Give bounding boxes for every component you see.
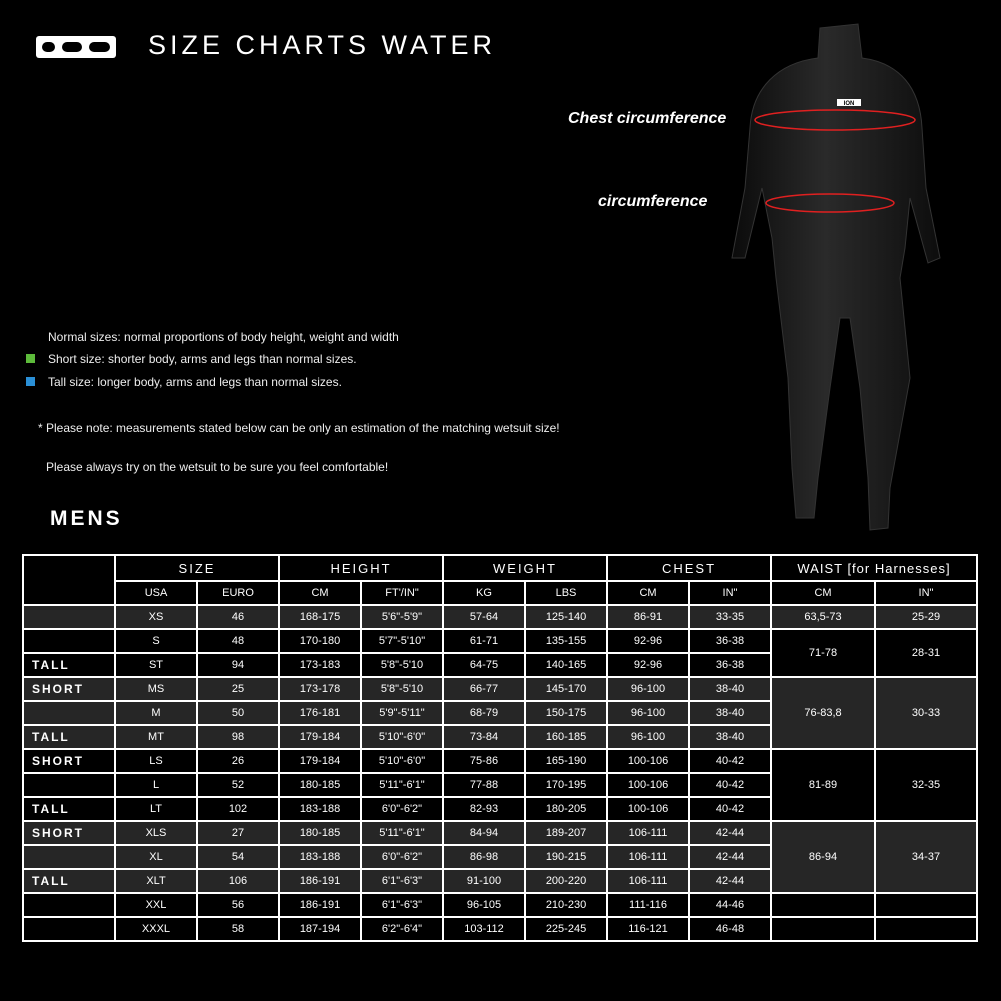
cell-chest-in: 42-44 bbox=[689, 845, 771, 869]
cell-lbs: 150-175 bbox=[525, 701, 607, 725]
cell-usa: LS bbox=[115, 749, 197, 773]
cell-kg: 82-93 bbox=[443, 797, 525, 821]
cell-lbs: 225-245 bbox=[525, 917, 607, 941]
cell-usa: ST bbox=[115, 653, 197, 677]
cell-kg: 96-105 bbox=[443, 893, 525, 917]
mens-size-table bbox=[22, 554, 978, 942]
cell-usa: L bbox=[115, 773, 197, 797]
cell-chest-in: 36-38 bbox=[689, 629, 771, 653]
tall-color-square bbox=[26, 377, 35, 386]
cell-lbs: 170-195 bbox=[525, 773, 607, 797]
cell-waist-empty bbox=[875, 893, 977, 917]
cell-kg: 86-98 bbox=[443, 845, 525, 869]
row-label bbox=[23, 605, 115, 629]
col-euro: EURO bbox=[197, 581, 279, 605]
group-size: SIZE bbox=[115, 555, 279, 581]
cell-cm: 186-191 bbox=[279, 869, 361, 893]
cell-ft: 6'1"-6'3" bbox=[361, 869, 443, 893]
cell-cm: 187-194 bbox=[279, 917, 361, 941]
cell-euro: 54 bbox=[197, 845, 279, 869]
cell-cm: 186-191 bbox=[279, 893, 361, 917]
cell-usa: S bbox=[115, 629, 197, 653]
cell-waist-cm: 81-89 bbox=[771, 749, 875, 821]
cell-waist-cm: 76-83,8 bbox=[771, 677, 875, 749]
cell-chest-cm: 96-100 bbox=[607, 725, 689, 749]
cell-ft: 6'0"-6'2" bbox=[361, 845, 443, 869]
cell-chest-in: 38-40 bbox=[689, 701, 771, 725]
group-chest: CHEST bbox=[607, 555, 771, 581]
cell-lbs: 189-207 bbox=[525, 821, 607, 845]
legend-normal: Normal sizes: normal proportions of body height, weight and width bbox=[48, 330, 399, 344]
cell-chest-in: 40-42 bbox=[689, 773, 771, 797]
cell-usa: MT bbox=[115, 725, 197, 749]
cell-cm: 173-178 bbox=[279, 677, 361, 701]
cell-chest-in: 36-38 bbox=[689, 653, 771, 677]
group-weight: WEIGHT bbox=[443, 555, 607, 581]
row-label: TALL bbox=[23, 725, 115, 749]
table-row bbox=[23, 605, 977, 629]
row-label: TALL bbox=[23, 797, 115, 821]
cell-kg: 73-84 bbox=[443, 725, 525, 749]
table-row bbox=[23, 677, 977, 701]
cell-euro: 106 bbox=[197, 869, 279, 893]
cell-euro: 48 bbox=[197, 629, 279, 653]
cell-chest-in: 33-35 bbox=[689, 605, 771, 629]
cell-lbs: 210-230 bbox=[525, 893, 607, 917]
cell-euro: 50 bbox=[197, 701, 279, 725]
cell-waist-in: 34-37 bbox=[875, 821, 977, 893]
cell-kg: 68-79 bbox=[443, 701, 525, 725]
cell-euro: 98 bbox=[197, 725, 279, 749]
group-waist: WAIST [for Harnesses] bbox=[771, 555, 977, 581]
col-waist-in: IN" bbox=[875, 581, 977, 605]
cell-lbs: 145-170 bbox=[525, 677, 607, 701]
table-row bbox=[23, 629, 977, 653]
cell-ft: 5'8"-5'10 bbox=[361, 677, 443, 701]
chest-callout: Chest circumference bbox=[568, 110, 727, 127]
cell-cm: 173-183 bbox=[279, 653, 361, 677]
ion-logo bbox=[36, 36, 116, 58]
cell-ft: 5'11"-6'1" bbox=[361, 773, 443, 797]
table-row bbox=[23, 749, 977, 773]
col-usa: USA bbox=[115, 581, 197, 605]
cell-chest-cm: 106-111 bbox=[607, 869, 689, 893]
section-title: MENS bbox=[50, 507, 123, 530]
cell-waist-cm: 71-78 bbox=[771, 629, 875, 677]
cell-cm: 180-185 bbox=[279, 821, 361, 845]
svg-text:ION: ION bbox=[843, 101, 855, 107]
cell-usa: XXXL bbox=[115, 917, 197, 941]
cell-euro: 25 bbox=[197, 677, 279, 701]
cell-ft: 5'10"-6'0" bbox=[361, 725, 443, 749]
cell-waist-in: 25-29 bbox=[875, 605, 977, 629]
cell-ft: 5'6"-5'9" bbox=[361, 605, 443, 629]
row-label bbox=[23, 629, 115, 653]
cell-ft: 5'10"-6'0" bbox=[361, 749, 443, 773]
cell-chest-in: 38-40 bbox=[689, 725, 771, 749]
cell-chest-in: 46-48 bbox=[689, 917, 771, 941]
cell-chest-in: 40-42 bbox=[689, 797, 771, 821]
legend-short: Short size: shorter body, arms and legs than normal sizes. bbox=[48, 352, 357, 366]
cell-usa: XLT bbox=[115, 869, 197, 893]
col-chest-cm: CM bbox=[607, 581, 689, 605]
cell-kg: 66-77 bbox=[443, 677, 525, 701]
cell-euro: 58 bbox=[197, 917, 279, 941]
cell-cm: 176-181 bbox=[279, 701, 361, 725]
group-height: HEIGHT bbox=[279, 555, 443, 581]
cell-chest-in: 40-42 bbox=[689, 749, 771, 773]
waist-callout: circumference bbox=[598, 193, 708, 210]
cell-lbs: 140-165 bbox=[525, 653, 607, 677]
cell-waist-cm: 86-94 bbox=[771, 821, 875, 893]
cell-kg: 57-64 bbox=[443, 605, 525, 629]
cell-cm: 179-184 bbox=[279, 749, 361, 773]
row-label bbox=[23, 917, 115, 941]
cell-kg: 61-71 bbox=[443, 629, 525, 653]
cell-kg: 77-88 bbox=[443, 773, 525, 797]
cell-chest-cm: 96-100 bbox=[607, 677, 689, 701]
row-label bbox=[23, 773, 115, 797]
col-height-cm: CM bbox=[279, 581, 361, 605]
cell-lbs: 135-155 bbox=[525, 629, 607, 653]
col-height-ft: FT'/IN" bbox=[361, 581, 443, 605]
cell-usa: M bbox=[115, 701, 197, 725]
cell-kg: 64-75 bbox=[443, 653, 525, 677]
row-label bbox=[23, 893, 115, 917]
cell-chest-cm: 92-96 bbox=[607, 653, 689, 677]
cell-ft: 5'11"-6'1" bbox=[361, 821, 443, 845]
cell-chest-in: 42-44 bbox=[689, 869, 771, 893]
row-label: TALL bbox=[23, 869, 115, 893]
cell-usa: MS bbox=[115, 677, 197, 701]
short-color-square bbox=[26, 354, 35, 363]
cell-waist-empty bbox=[875, 917, 977, 941]
cell-waist-cm: 63,5-73 bbox=[771, 605, 875, 629]
row-label bbox=[23, 701, 115, 725]
cell-waist-empty bbox=[771, 893, 875, 917]
cell-usa: LT bbox=[115, 797, 197, 821]
page-title: SIZE CHARTS WATER bbox=[148, 30, 497, 60]
col-chest-in: IN" bbox=[689, 581, 771, 605]
cell-waist-empty bbox=[771, 917, 875, 941]
cell-cm: 183-188 bbox=[279, 845, 361, 869]
cell-chest-cm: 100-106 bbox=[607, 749, 689, 773]
cell-chest-in: 38-40 bbox=[689, 677, 771, 701]
cell-usa: XS bbox=[115, 605, 197, 629]
table-row bbox=[23, 821, 977, 845]
legend-tall: Tall size: longer body, arms and legs than normal sizes. bbox=[48, 375, 342, 389]
cell-waist-in: 30-33 bbox=[875, 677, 977, 749]
comfort-note: Please always try on the wetsuit to be sure you feel comfortable! bbox=[46, 460, 389, 474]
cell-kg: 103-112 bbox=[443, 917, 525, 941]
cell-lbs: 180-205 bbox=[525, 797, 607, 821]
cell-euro: 26 bbox=[197, 749, 279, 773]
cell-euro: 46 bbox=[197, 605, 279, 629]
cell-cm: 170-180 bbox=[279, 629, 361, 653]
cell-chest-cm: 106-111 bbox=[607, 845, 689, 869]
cell-ft: 5'9"-5'11" bbox=[361, 701, 443, 725]
col-waist-cm: CM bbox=[771, 581, 875, 605]
cell-chest-cm: 100-106 bbox=[607, 773, 689, 797]
cell-cm: 180-185 bbox=[279, 773, 361, 797]
cell-lbs: 200-220 bbox=[525, 869, 607, 893]
cell-lbs: 165-190 bbox=[525, 749, 607, 773]
cell-ft: 5'7"-5'10" bbox=[361, 629, 443, 653]
cell-kg: 84-94 bbox=[443, 821, 525, 845]
cell-lbs: 160-185 bbox=[525, 725, 607, 749]
table-row bbox=[23, 893, 977, 917]
row-label: SHORT bbox=[23, 749, 115, 773]
cell-cm: 183-188 bbox=[279, 797, 361, 821]
cell-lbs: 190-215 bbox=[525, 845, 607, 869]
cell-lbs: 125-140 bbox=[525, 605, 607, 629]
row-label: TALL bbox=[23, 653, 115, 677]
row-label: SHORT bbox=[23, 677, 115, 701]
cell-waist-in: 28-31 bbox=[875, 629, 977, 677]
cell-euro: 56 bbox=[197, 893, 279, 917]
cell-kg: 75-86 bbox=[443, 749, 525, 773]
cell-euro: 52 bbox=[197, 773, 279, 797]
cell-waist-in: 32-35 bbox=[875, 749, 977, 821]
wetsuit-figure bbox=[700, 18, 980, 548]
cell-cm: 179-184 bbox=[279, 725, 361, 749]
cell-usa: XL bbox=[115, 845, 197, 869]
row-label bbox=[23, 845, 115, 869]
table-row bbox=[23, 917, 977, 941]
cell-chest-in: 44-46 bbox=[689, 893, 771, 917]
cell-chest-cm: 96-100 bbox=[607, 701, 689, 725]
cell-chest-cm: 116-121 bbox=[607, 917, 689, 941]
cell-euro: 102 bbox=[197, 797, 279, 821]
cell-ft: 5'8"-5'10 bbox=[361, 653, 443, 677]
cell-chest-cm: 111-116 bbox=[607, 893, 689, 917]
cell-usa: XXL bbox=[115, 893, 197, 917]
cell-kg: 91-100 bbox=[443, 869, 525, 893]
cell-chest-cm: 100-106 bbox=[607, 797, 689, 821]
cell-ft: 6'0"-6'2" bbox=[361, 797, 443, 821]
row-label: SHORT bbox=[23, 821, 115, 845]
cell-euro: 27 bbox=[197, 821, 279, 845]
col-kg: KG bbox=[443, 581, 525, 605]
cell-usa: XLS bbox=[115, 821, 197, 845]
cell-chest-cm: 86-91 bbox=[607, 605, 689, 629]
cell-cm: 168-175 bbox=[279, 605, 361, 629]
cell-ft: 6'2"-6'4" bbox=[361, 917, 443, 941]
cell-chest-cm: 92-96 bbox=[607, 629, 689, 653]
cell-ft: 6'1"-6'3" bbox=[361, 893, 443, 917]
estimation-note: * Please note: measurements stated below can be only an estimation of the matching wetsuit size! bbox=[38, 421, 560, 435]
cell-euro: 94 bbox=[197, 653, 279, 677]
cell-chest-cm: 106-111 bbox=[607, 821, 689, 845]
col-lbs: LBS bbox=[525, 581, 607, 605]
header-blank bbox=[23, 555, 115, 605]
cell-chest-in: 42-44 bbox=[689, 821, 771, 845]
